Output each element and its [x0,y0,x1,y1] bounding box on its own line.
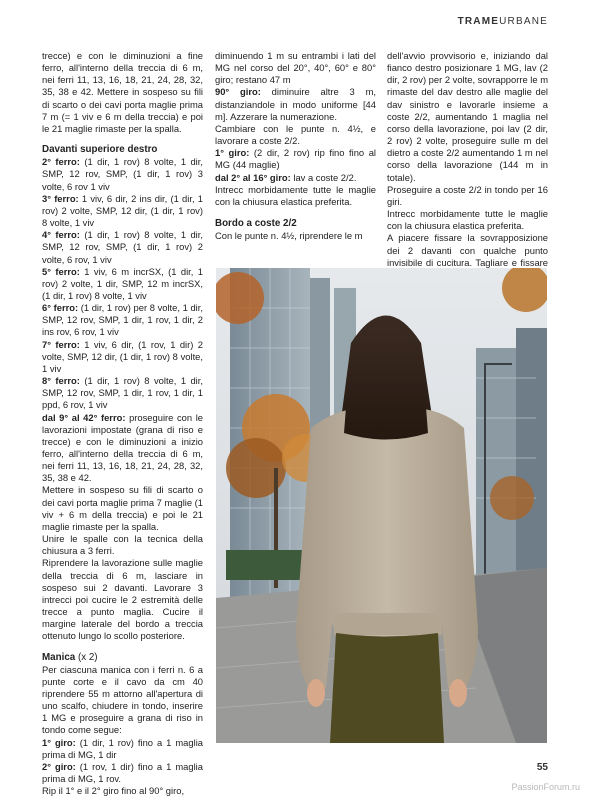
paragraph: Rip il 1° e il 2° giro fino al 90° giro, [42,785,185,797]
instruction-row: 1° giro: (2 dir, 2 rov) rip fino fino al MG (44 maglie) [215,147,376,171]
instruction-row: 8° ferro: (1 dir, 1 rov) 8 volte, 1 dir, SMP, 12 rov, SMP, 1 dir, 1 rov, 1 dir, 1 ppd, 6 rov, 1 viv [42,375,203,411]
paragraph: diminuendo 1 m su entrambi i lati del MG nel corso del 20°, 40°, 60° e 80° giro; restano 47 m [215,50,376,86]
paragraph: trecce) e con le diminuzioni a fine ferro, all'interno della treccia di 6 m, nei ferri 11, 13, 16, 18, 21, 24, 28, 32, 35, 38 e 42. Mettere in sospeso su fili di scarto o dei cavi porta maglie prima 7 m (= 1 viv e 6 m della treccia) e poi le 21 maglie rimaste per la spalla. [42,50,203,134]
instruction-row: dal 9° al 42° ferro: proseguire con le lavorazioni impostate (grana di riso e trecce) e con le diminuzioni a inizio ferro, all'interno della treccia di 6 m, nei ferri 11, 13, 16, 18, 21, 24, 28, 32, 35, 38 e 42. [42,411,204,484]
instruction-row: 90° giro: diminuire altre 3 m, distanziandole in modo uniforme [44 m]. Azzerare la numerazione. [215,86,376,122]
paragraph: Unire le spalle con la tecnica della chiusura a 3 ferri. [42,533,203,557]
instruction-row: 7° ferro: 1 viv, 6 dir, (1 rov, 1 dir) 2 volte, SMP, 12 dir, (1 dir, 1 rov) 8 volte, 1 viv [42,338,203,374]
instruction-row: 2° ferro: (1 dir, 1 rov) 8 volte, 1 dir, SMP, 12 rov, SMP, (1 dir, 1 rov) 3 volte, 6 rov 1 viv [42,156,203,192]
paragraph: Con le punte n. 4½, riprendere le m [215,230,363,242]
instruction-row: 6° ferro: (1 dir, 1 rov) per 8 volte, 1 dir, SMP, 12 rov, SMP, 1 dir, 1 rov, 1 dir, 2 ins rov, 6 rov, 1 viv [42,302,203,338]
section-heading: Manica (x 2) [42,651,98,663]
instruction-row: 5° ferro: 1 viv, 6 m incrSX, (1 dir, 1 rov) 2 volte, 1 dir, SMP, 12 m incrSX, (1 dir, 1 rov) 8 volte, 1 viv [42,265,203,301]
text-column-3 [387,50,548,281]
instruction-row: 3° ferro: 1 viv, 6 dir, 2 ins dir, (1 dir, 1 rov) 2 volte, SMP, 12 dir, (1 dir, 1 rov) 8 volte, 1 viv [42,192,203,229]
section-heading: Davanti superiore destro [42,144,158,156]
paragraph: Per ciascuna manica con i ferri n. 6 a punte corte e il cavo da cm 40 riprendere 55 m attorno all'apertura di uno scalfo, chiudere in tondo, inserire 1 MG e proseguire a grana di riso in tondo come segue: [42,663,203,736]
street-scene-illustration [216,268,547,743]
magazine-section-title: TRAMEURBANE [457,16,548,27]
instruction-row: 1° giro: (1 dir, 1 rov) fino a 1 maglia prima di MG, 1 dir [42,736,203,760]
watermark: PassionForum.ru [511,782,580,792]
section-heading: Bordo a coste 2/2 [215,218,297,230]
text-column-1 [42,50,203,797]
instruction-row: dal 2° al 16° giro: lav a coste 2/2. [215,171,357,183]
instruction-row: 4° ferro: (1 dir, 1 rov) 8 volte, 1 dir, SMP, 12 rov, SMP, (1 dir, 1 rov) 2 volte, 6 rov, 1 viv [42,229,203,265]
paragraph: Proseguire a coste 2/2 in tondo per 16 giri. [387,183,548,207]
instruction-row: 2° giro: (1 rov, 1 dir) fino a 1 maglia prima di MG, 1 rov. [42,760,203,785]
paragraph: Cambiare con le punte n. 4½, e lavorare a coste 2/2. [215,122,376,147]
paragraph: dell'avvio provvisorio e, iniziando dal fianco destro posizionare 1 MG, lav (2 dir, 2 rov) per 2 volte, sovrapporre le m rimaste del dav destro alle maglie del dav sinistro e lavorarle insieme a coste 2/2, aumentando 1 maglia nel corso della lavorazione, poi lav (2 dir, 2 rov) 2 volte, proseguire sulle m del dietro a coste 2/2 aumentando 1 m nel corso della lavorazione (144 m in totale). [387,50,549,183]
page-number: 55 [536,762,548,773]
paragraph: Intrecc morbidamente tutte le maglie con la chiusura elastica preferita. [387,208,548,232]
model-photo [216,268,547,743]
paragraph: A piacere fissare la sovrapposizione dei 2 davanti con qualche punto invisibile di cucitura. Tagliare e fissare [387,232,548,268]
paragraph: Mettere in sospeso su fili di scarto o dei cavi porta maglie prima 7 maglie (1 viv + 6 m della treccia) e poi le 21 maglie rimaste per la spalla. [42,484,204,532]
paragraph: Riprendere la lavorazione sulle maglie della treccia di 6 m, lasciare in sospeso sui 2 davanti. Lavorare 3 intrecci poi cucire le 2 estremità delle trecce a punto maglia. Cucire il margine laterale del bordo a treccia ottenuto lungo lo scollo posteriore. [42,557,203,642]
paragraph: Intrecc morbidamente tutte le maglie con la chiusura elastica preferita. [215,183,376,207]
text-column-2 [215,50,376,242]
